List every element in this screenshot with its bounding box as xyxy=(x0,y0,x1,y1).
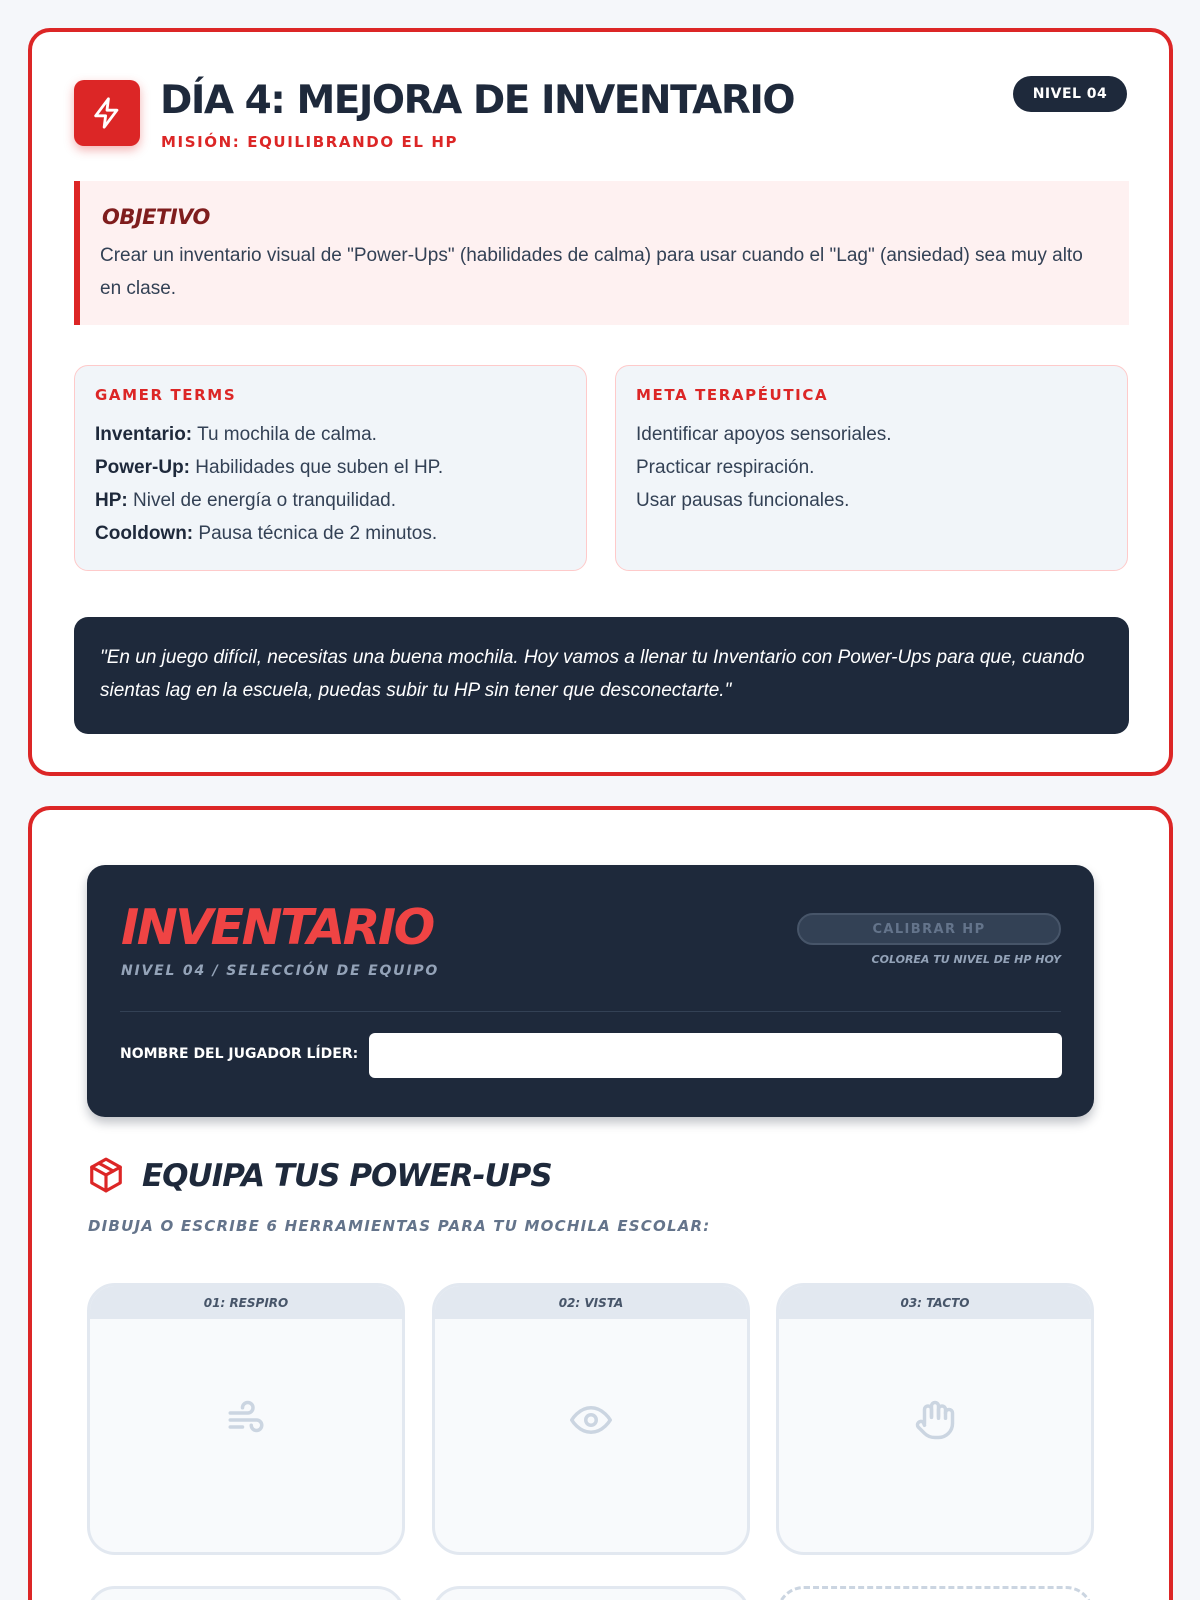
powerup-slot-empty[interactable] xyxy=(776,1586,1094,1600)
term-definition: Nivel de energía o tranquilidad. xyxy=(133,490,397,511)
player-name-input[interactable] xyxy=(369,1033,1062,1078)
mission-card xyxy=(28,28,1173,776)
slot-label: 01: RESPIRO xyxy=(90,1286,402,1319)
mission-subtitle: MISIÓN: EQUILIBRANDO EL HP xyxy=(161,133,459,151)
term-name: HP: xyxy=(95,490,128,511)
gamer-terms-title: GAMER TERMS xyxy=(95,386,237,404)
divider xyxy=(120,1011,1061,1012)
level-badge: NIVEL 04 xyxy=(1013,76,1127,112)
hand-icon xyxy=(914,1399,956,1441)
wind-icon xyxy=(225,1399,267,1441)
inventory-panel xyxy=(87,865,1094,1117)
slot-label: 02: VISTA xyxy=(435,1286,747,1319)
therapeutic-goal-box xyxy=(615,365,1128,571)
calibrate-hp-button[interactable]: CALIBRAR HP xyxy=(797,913,1061,945)
term-name: Cooldown: xyxy=(95,523,194,544)
eye-icon xyxy=(570,1399,612,1441)
powerup-slot-breath[interactable] xyxy=(87,1283,405,1555)
term-definition: Pausa técnica de 2 minutos. xyxy=(198,523,438,544)
term-row xyxy=(95,484,566,517)
goal-item: Practicar respiración. xyxy=(636,457,815,478)
objective-title: OBJETIVO xyxy=(102,205,210,229)
term-definition: Habilidades que suben el HP. xyxy=(195,457,444,478)
term-definition: Tu mochila de calma. xyxy=(197,424,377,445)
term-row xyxy=(95,451,566,484)
inventory-subtitle: NIVEL 04 / SELECCIÓN DE EQUIPO xyxy=(121,963,440,979)
inventory-card xyxy=(28,806,1173,1600)
powerup-slot[interactable] xyxy=(432,1586,750,1600)
equip-instruction: DIBUJA O ESCRIBE 6 HERRAMIENTAS PARA TU MOCHILA ESCOLAR: xyxy=(88,1217,711,1235)
calibrate-note: COLOREA TU NIVEL DE HP HOY xyxy=(871,953,1061,966)
objective-text: Crear un inventario visual de "Power-Ups" (habilidades de calma) para usar cuando el "Lag" (ansiedad) sea muy alto en clase. xyxy=(100,245,1083,299)
therapeutic-goal-title: META TERAPÉUTICA xyxy=(636,386,829,404)
goal-item: Identificar apoyos sensoriales. xyxy=(636,424,892,445)
powerup-slot-touch[interactable] xyxy=(776,1283,1094,1555)
lightning-icon xyxy=(74,80,140,146)
inventory-title: INVENTARIO xyxy=(121,899,433,956)
objective-box xyxy=(74,181,1129,325)
equip-title: EQUIPA TUS POWER-UPS xyxy=(142,1158,552,1194)
slot-label: 03: TACTO xyxy=(779,1286,1091,1319)
player-name-label: NOMBRE DEL JUGADOR LÍDER: xyxy=(120,1046,359,1062)
intro-quote: "En un juego difícil, necesitas una buena mochila. Hoy vamos a llenar tu Inventario con Power-Ups para que, cuando sientas lag en la escuela, puedas subir tu HP sin tener que desconectarte." xyxy=(74,617,1129,734)
gamer-terms-box xyxy=(74,365,587,571)
page-title: DÍA 4: MEJORA DE INVENTARIO xyxy=(160,78,795,123)
term-name: Inventario: xyxy=(95,424,193,445)
goal-item: Usar pausas funcionales. xyxy=(636,490,850,511)
powerup-slot[interactable] xyxy=(87,1586,405,1600)
term-row xyxy=(95,418,566,451)
package-icon xyxy=(87,1156,125,1194)
term-row xyxy=(95,517,566,550)
term-name: Power-Up: xyxy=(95,457,190,478)
powerup-slot-sight[interactable] xyxy=(432,1283,750,1555)
